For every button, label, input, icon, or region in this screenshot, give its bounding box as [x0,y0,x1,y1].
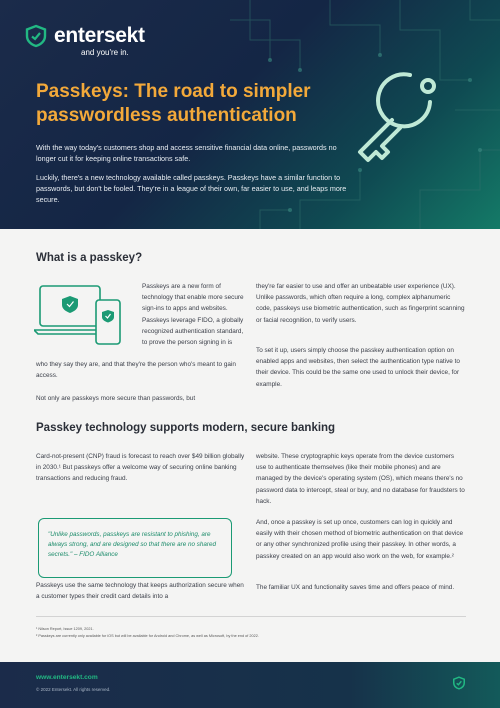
section2-col1-paragraph: Passkeys use the same technology that keeps authorization secure when a customer types their credit card details into a [36,582,244,601]
section1-col1-paragraph: Not only are passkeys more secure than passwords, but [36,395,196,402]
key-icon [330,60,470,190]
brand-tagline: and you're in. [81,48,129,57]
brand-name: entersekt [54,24,145,47]
footnote: ¹ Nilson Report, Issue 1209, 2021. [36,627,94,631]
footnote: ² Passkeys are currently only available for iOS but will be available for Android and Chrome, as well as Microsoft, by the end of 2022. [36,634,259,638]
section2-col2-paragraph: And, once a passkey is set up once, customers can log in quickly and easily with their chosen method of biometric authentication on that device or any other synchronized profile using their passkey. In other words, a passkey created on an app would also work on the web, for example.² [256,519,464,560]
section-title-secure-banking: Passkey technology supports modern, secure banking [36,422,336,434]
hero-paragraph: Luckily, there's a new technology available called passkeys. Passkeys have a similar function to passwords, but don't be fooled. They're in a league of their own, far easier to use, and leaps more secure. [36,173,347,204]
section2-col2-paragraph: website. These cryptographic keys operate from the device customers use to authenticate themselves (like their mobile phones) and are managed by the device's operating system (OS), which means there's no password data to intercept, steal or buy, and no database for fraudsters to hack. [256,453,465,505]
section2-col2-paragraph: The familiar UX and functionality saves time and offers peace of mind. [256,584,455,591]
section2-col1-paragraph: Card-not-present (CNP) fraud is forecast to reach over $49 billion globally in 2030.¹ But passkeys offer a welcome way of securing online banking transactions and reducing fraud. [36,453,245,483]
section1-col2-paragraph: To set it up, users simply choose the passkey authentication option on enabled apps and websites, then select the authentication type native to their device. This could be the same one used to unlock their device, for example. [256,347,460,388]
footnotes [36,626,466,640]
laptop-phone-icon [34,282,134,348]
entersekt-shield-icon [24,24,48,48]
copyright: © 2022 Entersekt. All rights reserved. [36,687,111,692]
hero-paragraph: With the way today's customers shop and access sensitive financial data online, passwords no longer cut it for keeping online transactions safe. [36,143,337,163]
website-link[interactable]: www.entersekt.com [36,674,98,681]
section1-col1-continued: who they say they are, and that they're the person who's meant to gain access. [36,361,236,380]
fido-quote: "Unlike passwords, passkeys are resistant to phishing, are always strong, and are designed so that there are no shared secrets." – FIDO Alliance [38,518,232,578]
page-footer [0,662,500,708]
footnote-divider [36,616,466,617]
page-title: Passkeys: The road to simpler passwordless authentication [36,81,311,126]
brand-logo[interactable] [24,24,145,48]
section1-col1-intro: Passkeys are a new form of technology that enable more secure sign-ins to apps and websites. Passkeys leverage FIDO, a globally recognized authentication standard, to prove the person signing in is [142,283,244,347]
section-title-what-is-passkey: What is a passkey? [36,252,143,264]
section1-col2-paragraph: they're far easier to use and offer an unbeatable user experience (UX). Unlike passwords, which often require a long, complex alphanumeric code, passkeys use biometric authentication, such as fingerprint scanning or facial recognition, to verify users. [256,283,465,324]
hero-banner [0,0,500,229]
entersekt-shield-icon [452,676,466,690]
